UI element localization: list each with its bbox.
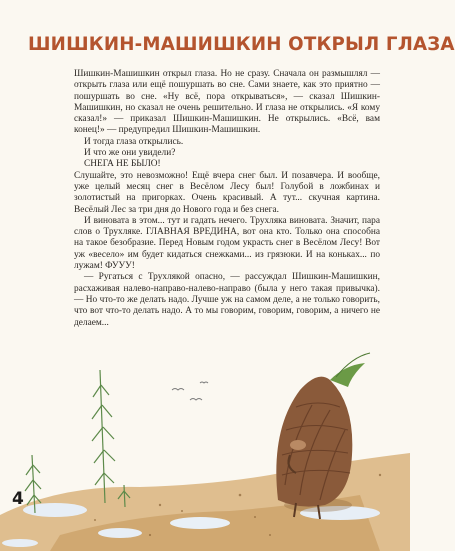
paragraph: Шишкин-Машишкин открыл глаза. Но не сразу. Сначала он размышлял — открыть глаза или ещё пошуршать во сне. Сами знаете, как это приятно — пошуршать во сне. «Ну всё, пора открываться», — сказал Шишкин-Машишкин, но сказал не очень решительно. И глаза не открылись. «Я кому сказал!» — приказал Шишкин-Машишкин. Не открылись. «Всё, вам конец!» — предупредил Шишкин-Машишкин. xyxy=(74,69,380,136)
bird-icon xyxy=(172,382,208,400)
paragraph: И что же они увидели? xyxy=(84,148,176,159)
story-text xyxy=(74,69,380,329)
paragraph: СНЕГА НЕ БЫЛО! xyxy=(84,159,161,170)
page-title: ШИШКИН-МАШИШКИН ОТКРЫЛ ГЛАЗА xyxy=(28,34,455,55)
page-number: 4 xyxy=(12,489,24,509)
paragraph: И тогда глаза открылись. xyxy=(84,136,184,147)
forest-illustration xyxy=(0,335,410,551)
paragraph: Слушайте, это невозможно! Ещё вчера снег был. И позавчера. И вообще, уже целый месяц снег в Весёлом Лесу был! Голубой в ложбинах и золотистый на пригорках. Очень красивый. А тут... скучная картина. Весёлый Лес за три дня до Нового года и без снега. xyxy=(74,170,380,215)
paragraph: — Ругаться с Трухлякой опасно, — рассуждал Шишкин-Машишкин, расхаживая налево-направо-налево-направо (была у него такая привычка). — Но что-то же делать надо. Лучше уж на самом деле, а не только говорить, что вот что-то делать надо. А то мы говорим, говорим, говорим, а ничего не делаем... xyxy=(74,272,380,328)
paragraph: И виновата в этом... тут и гадать нечего. Трухляка виновата. Значит, пара слов о Трухляке. ГЛАВНАЯ ВРЕДИНА, вот она кто. Только она способна на такое безобразие. Перед Новым годом украсть снег в Весёлом Лесу! Вот уж «весело» им будет кидаться снежками... из грязюки. И на коньках... по лужам! ФУУУ! xyxy=(74,215,380,272)
